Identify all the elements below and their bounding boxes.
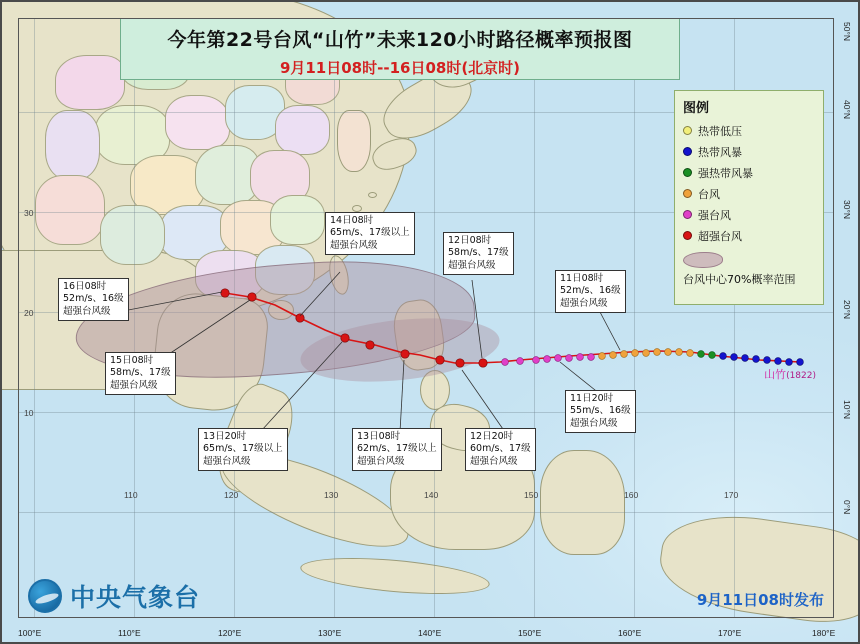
- callout-line: 超强台风级: [330, 239, 378, 251]
- callout-line: 超强台风级: [470, 455, 518, 467]
- inner-lon-tick: 170: [724, 490, 739, 500]
- callout-line: 超强台风级: [570, 417, 618, 429]
- callout-line: 12日20时: [470, 431, 514, 442]
- lat-axis-label: 50°N: [842, 22, 852, 41]
- callout-line: 60m/s、17级: [470, 443, 531, 455]
- probability-swatch: [683, 252, 723, 268]
- map-title-box: [120, 18, 680, 80]
- inner-lon-tick: 120: [224, 490, 239, 500]
- lon-axis-label: 100°E: [18, 628, 42, 638]
- agency-logo-block: [28, 578, 200, 614]
- callout-16-08: [58, 278, 129, 321]
- callout-line: 超强台风级: [448, 259, 496, 271]
- legend-panel: [674, 90, 824, 305]
- inner-lon-tick: 110: [124, 490, 138, 500]
- legend-color-dot: [683, 231, 692, 240]
- callout-15-08: [105, 352, 176, 395]
- callout-line: 65m/s、17级以上: [330, 227, 410, 239]
- callout-14-08: [325, 212, 415, 255]
- lon-axis-label: 120°E: [218, 628, 242, 638]
- callout-line: 13日08时: [357, 431, 401, 442]
- legend-color-dot: [683, 210, 692, 219]
- legend-item-strong-typhoon: [683, 204, 815, 225]
- issue-time-label: 9月11日08时发布: [696, 591, 824, 609]
- lon-axis-label: 130°E: [318, 628, 342, 638]
- page-title: 今年第22号台风“山竹”未来120小时路径概率预报图: [167, 29, 633, 51]
- callout-12-20: [465, 428, 536, 471]
- cma-logo-icon: [28, 579, 62, 613]
- legend-item-label: 热带风暴: [698, 145, 742, 159]
- lon-axis-label: 170°E: [718, 628, 742, 638]
- inner-lat-tick: 20: [24, 308, 34, 318]
- legend-probability-label: 台风中心70%概率范围: [683, 273, 796, 286]
- legend-item-label: 强热带风暴: [698, 166, 753, 180]
- callout-line: 52m/s、16级: [560, 285, 621, 297]
- callout-line: 15日08时: [110, 355, 154, 366]
- legend-item-tropical-storm: [683, 141, 815, 162]
- callout-11-20: [565, 390, 636, 433]
- legend-item-super-typhoon: [683, 225, 815, 246]
- lon-axis-label: 180°E: [812, 628, 836, 638]
- callout-line: 62m/s、17级以上: [357, 443, 437, 455]
- lat-axis-label: 40°N: [842, 100, 852, 119]
- callout-line: 超强台风级: [357, 455, 405, 467]
- callout-line: 超强台风级: [110, 379, 158, 391]
- callout-line: 58m/s、17级: [110, 367, 171, 379]
- callout-line: 16日08时: [63, 281, 107, 292]
- inner-lat-tick: 30: [24, 208, 34, 218]
- callout-line: 14日08时: [330, 215, 374, 226]
- legend-title: 图例: [683, 101, 710, 116]
- legend-item-tropical-depression: [683, 120, 815, 141]
- callout-line: 超强台风级: [560, 297, 608, 309]
- callout-line: 12日08时: [448, 235, 492, 246]
- lat-axis-label: 30°N: [842, 200, 852, 219]
- legend-item-probability-range: [683, 252, 815, 268]
- lat-axis-label: 0°N: [842, 500, 852, 515]
- callout-line: 超强台风级: [63, 305, 111, 317]
- legend-item-label: 超强台风: [698, 229, 742, 243]
- callout-line: 超强台风级: [203, 455, 251, 467]
- inner-lon-tick: 130: [324, 490, 339, 500]
- callout-line: 11日08时: [560, 273, 604, 284]
- legend-item-label: 强台风: [698, 208, 731, 222]
- legend-item-label: 台风: [698, 187, 720, 201]
- legend-color-dot: [683, 189, 692, 198]
- inner-lat-tick: 10: [24, 408, 34, 418]
- storm-code: (1822): [786, 371, 816, 381]
- legend-item-severe-tropical-storm: [683, 162, 815, 183]
- lat-axis-label: 20°N: [842, 300, 852, 319]
- inner-lon-tick: 160: [624, 490, 639, 500]
- inner-lon-tick: 140: [424, 490, 439, 500]
- lon-axis-label: 150°E: [518, 628, 542, 638]
- legend-color-dot: [683, 168, 692, 177]
- legend-item-typhoon: [683, 183, 815, 204]
- callout-line: 11日20时: [570, 393, 614, 404]
- legend-color-dot: [683, 147, 692, 156]
- callout-line: 58m/s、17级: [448, 247, 509, 259]
- lon-axis-label: 160°E: [618, 628, 642, 638]
- page-subtitle: 9月11日08时--16日08时(北京时): [279, 59, 521, 77]
- callout-line: 65m/s、17级以上: [203, 443, 283, 455]
- callout-line: 52m/s、16级: [63, 293, 124, 305]
- callout-13-08: [352, 428, 442, 471]
- legend-color-dot: [683, 126, 692, 135]
- callout-12-08: [443, 232, 514, 275]
- storm-name-label: [764, 366, 816, 382]
- callout-13-20: [198, 428, 288, 471]
- lon-axis-label: 110°E: [118, 628, 141, 638]
- lat-axis-label: 10°N: [842, 400, 852, 419]
- inner-lon-tick: 150: [524, 490, 539, 500]
- legend-item-label: 热带低压: [698, 124, 742, 138]
- callout-line: 55m/s、16级: [570, 405, 631, 417]
- storm-name: 山竹: [764, 368, 787, 381]
- lon-axis-label: 140°E: [418, 628, 442, 638]
- callout-11-08: [555, 270, 626, 313]
- agency-name: 中央气象台: [70, 583, 201, 612]
- callout-line: 13日20时: [203, 431, 247, 442]
